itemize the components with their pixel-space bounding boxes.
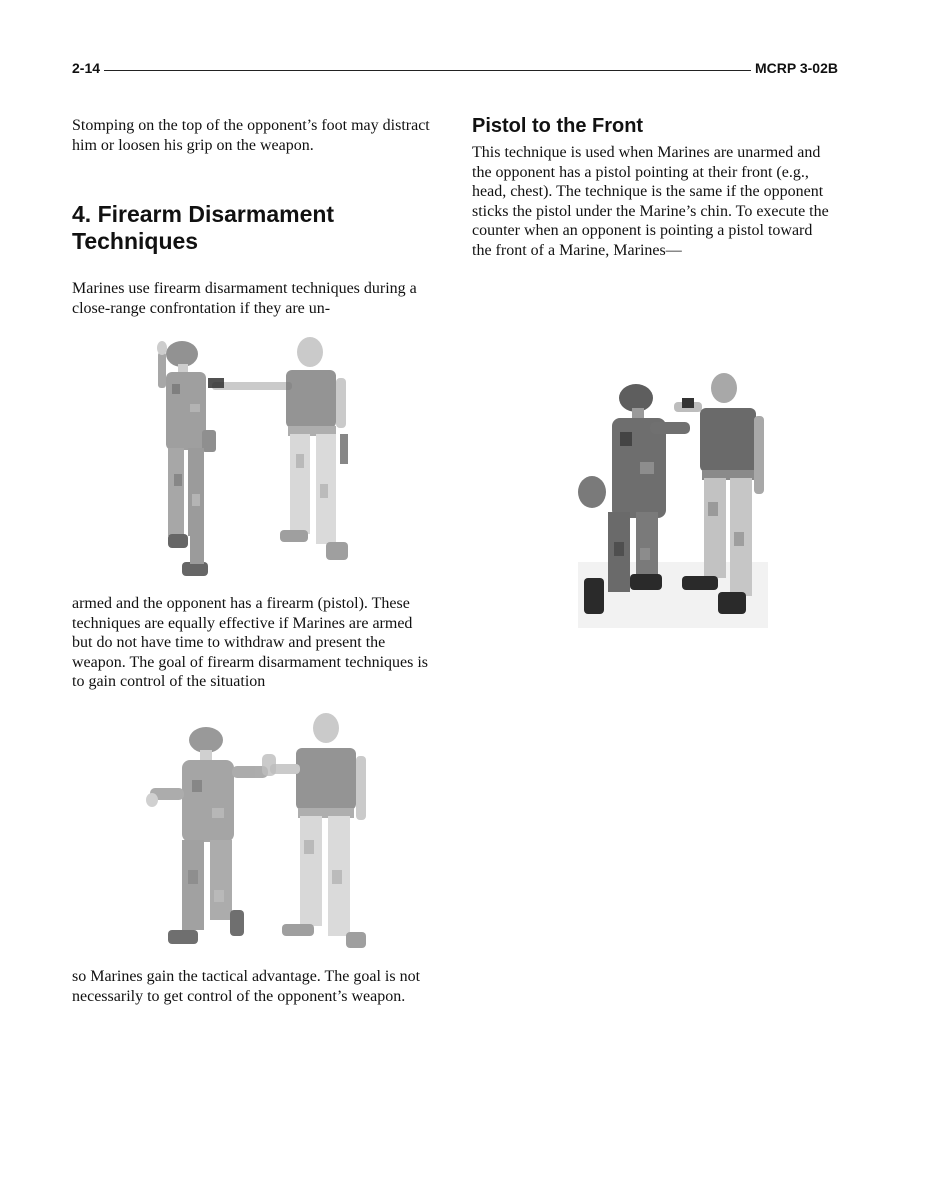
document-id: MCRP 3-02B (751, 60, 838, 76)
subheading-pistol-to-front: Pistol to the Front (472, 115, 644, 137)
paragraph-firearm-intro: Marines use firearm disarmament techniques during a close-range confrontation if they are un- (72, 280, 417, 317)
paragraph-pistol-to-front: This technique is used when Marines are unarmed and the opponent has a pistol pointing at their front (e.g., head, chest). The technique is the same if the opponent sticks the pistol under the Marine’s chin. To execute the counter when an opponent is pointing a pistol toward the front of a Marine, Marines— (472, 144, 829, 259)
page-header (72, 60, 838, 80)
intro-paragraph: Stomping on the top of the opponent’s foot may distract him or loosen his grip on the weapon. (72, 117, 430, 154)
paragraph-tactical-advantage: so Marines gain the tactical advantage. The goal is not necessarily to get control of the opponent’s weapon. (72, 968, 421, 1005)
photo-pistol-under-chin (578, 372, 768, 628)
marine-camo-figure (157, 341, 216, 576)
section-heading (72, 201, 434, 255)
instructor-figure (270, 713, 366, 948)
section-heading-line1: 4. Firearm Disarmament (72, 201, 335, 227)
paragraph-firearm-goal: armed and the opponent has a firearm (pistol). These techniques are equally effective if Marines are armed but do not have time to withdraw and present the weapon. The goal of firearm disarmament techniques is to gain control of the situation (72, 595, 429, 690)
header-rule (72, 70, 838, 71)
photo-pistol-to-back (150, 334, 370, 584)
photo-hands-raised (146, 710, 378, 950)
marine-camo-figure (146, 727, 268, 944)
instructor-figure (280, 337, 348, 560)
section-heading-line2: Techniques (72, 228, 199, 254)
page-number: 2-14 (72, 60, 104, 76)
